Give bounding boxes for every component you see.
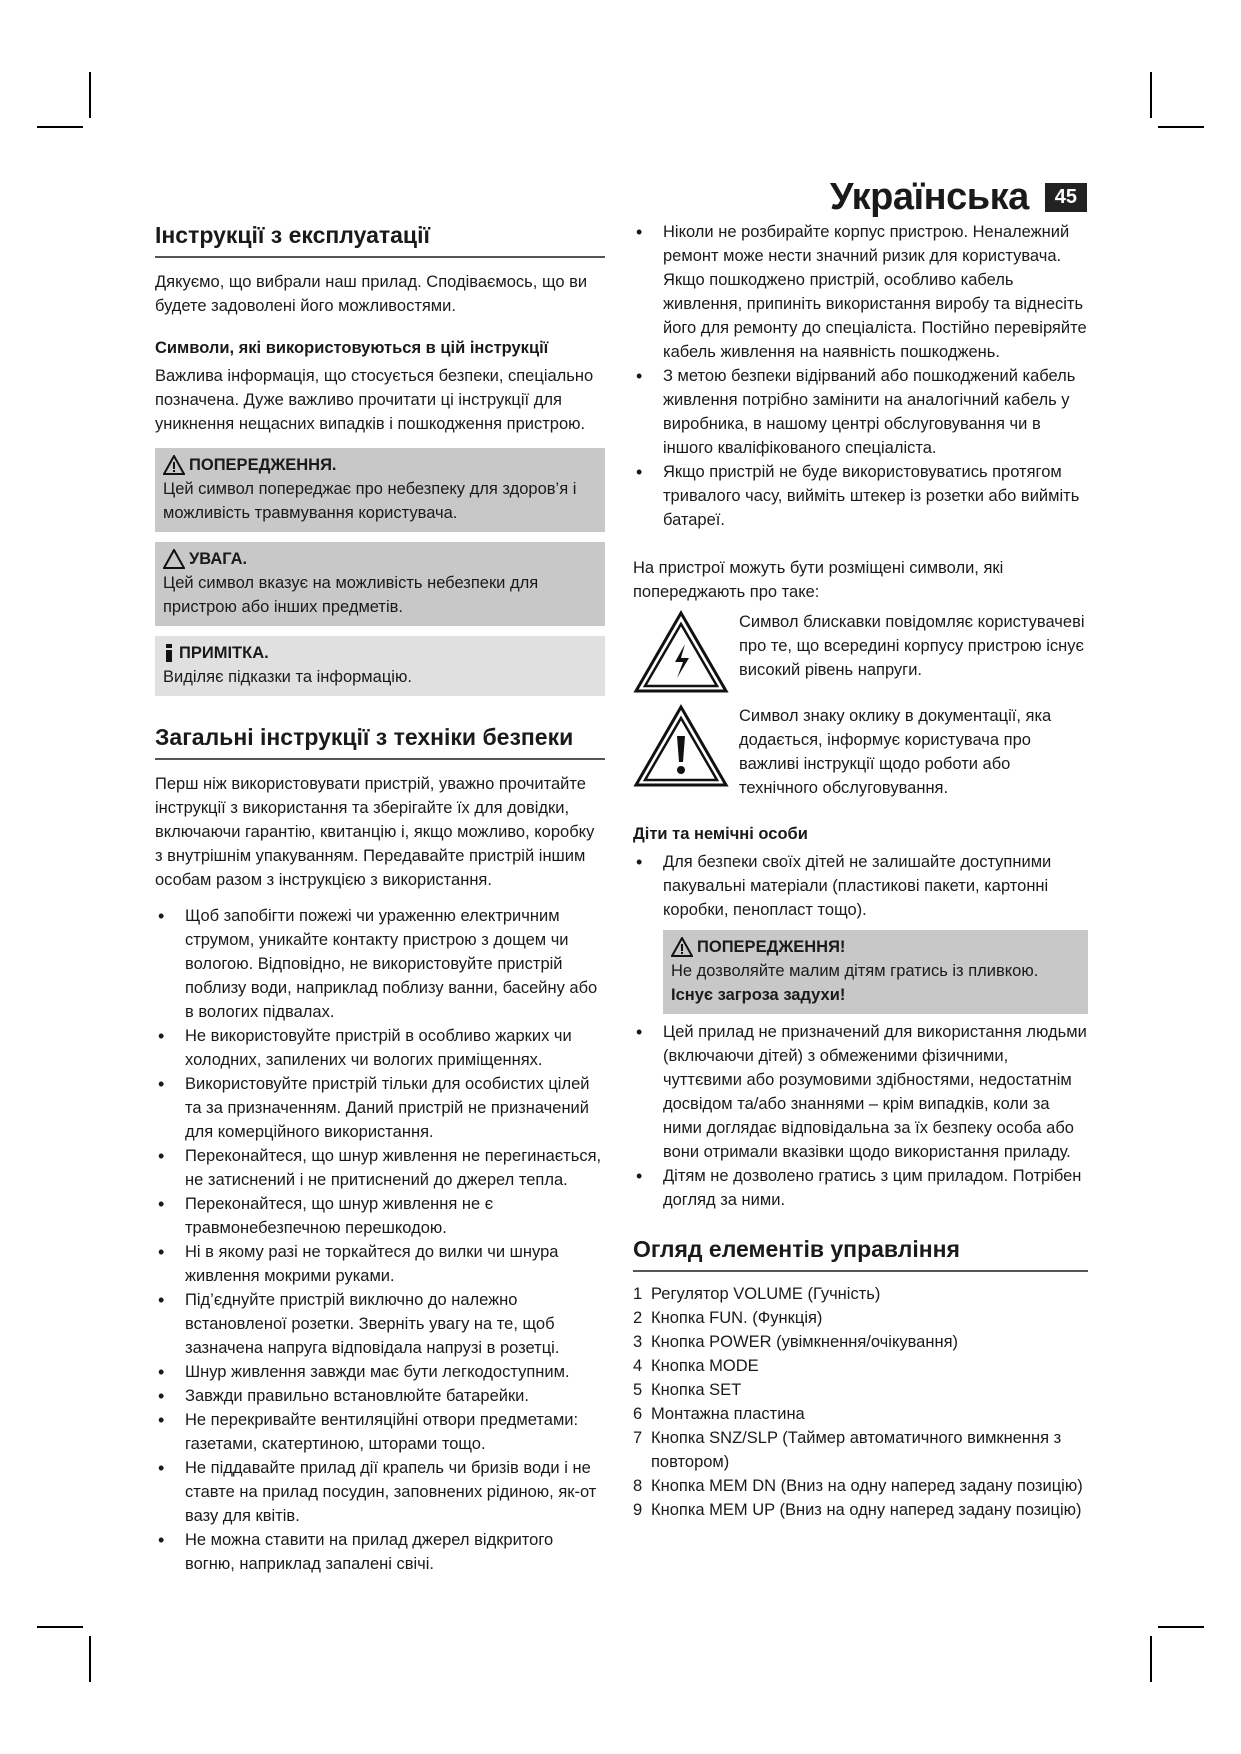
list-item: • Шнур живлення завжди має бути легкодоступним. [155, 1360, 605, 1384]
note-box [155, 636, 605, 696]
list-item: • Для безпеки своїх дітей не залишайте доступними пакувальні матеріали (пластикові пакети, картонні коробки, пенопласт тощо). [633, 850, 1088, 922]
control-label: Кнопка SNZ/SLP (Таймер автоматичного вимкнення з повтором) [651, 1429, 1062, 1471]
control-label: Регулятор VOLUME (Гучність) [651, 1285, 881, 1303]
control-label: Кнопка POWER (увімкнення/очікування) [651, 1333, 959, 1351]
list-item: • Не використовуйте пристрій в особливо жарких чи холодних, запилених чи вологих приміщеннях. [155, 1024, 605, 1072]
crop-mark [89, 72, 91, 118]
note-text: Виділяє підказки та інформацію. [163, 668, 412, 686]
control-item [633, 1426, 1088, 1474]
control-number: 8 [633, 1477, 643, 1495]
safety-intro: Перш ніж використовувати пристрій, уважно прочитайте інструкції з використання та зберігайте їх для довідки, включаючи гарантію, квитанцію і, якщо можливо, коробку з внутрішнім упакуванням. Передавайте пристрій іншим особам разом з інструкцією з використання. [155, 775, 595, 889]
control-item [633, 1402, 1088, 1426]
list-item: • Не піддавайте прилад дії крапель чи бризів води і не ставте на прилад посудин, заповнених рідиною, як-от вазу для квітів. [155, 1456, 605, 1528]
control-number: 6 [633, 1405, 643, 1423]
left-column [155, 220, 605, 1576]
heading-operating-instructions: Інструкції з експлуатації [155, 220, 605, 258]
list-item: • Завжди правильно встановлюйте батарейки. [155, 1384, 605, 1408]
lightning-symbol-row [633, 610, 1088, 694]
caution-title-text: УВАГА. [189, 550, 248, 568]
children-list-continued [633, 1020, 1088, 1212]
control-number: 4 [633, 1357, 643, 1375]
page-number: 45 [1045, 183, 1087, 212]
crop-mark [1150, 1636, 1152, 1682]
children-warning-bold: Існує загроза задухи! [671, 986, 846, 1004]
crop-mark [89, 1636, 91, 1682]
exclamation-symbol-row [633, 704, 1088, 800]
lightning-warning-icon [633, 610, 729, 694]
control-number: 2 [633, 1309, 643, 1327]
list-item: • Не можна ставити на прилад джерел відкритого вогню, наприклад запалені свічі. [155, 1528, 605, 1576]
control-item [633, 1354, 1088, 1378]
list-item: • Якщо пристрій не буде використовуватись протягом тривалого часу, вийміть штекер із розетки або вийміть батареї. [633, 460, 1088, 532]
control-label: Кнопка FUN. (Функція) [651, 1309, 823, 1327]
warning-box [155, 448, 605, 532]
crop-mark [37, 1626, 83, 1628]
heading-controls-overview: Огляд елементів управління [633, 1234, 1088, 1272]
list-item: • Переконайтеся, що шнур живлення не є травмонебезпечною перешкодою. [155, 1192, 605, 1240]
heading-general-safety: Загальні інструкції з техніки безпеки [155, 722, 605, 760]
warning-title [163, 453, 597, 477]
control-item [633, 1330, 1088, 1354]
control-label: Кнопка SET [651, 1381, 742, 1399]
children-list [633, 850, 1088, 922]
children-warning-box [663, 930, 1088, 1014]
warning-triangle-icon [163, 455, 185, 475]
caution-triangle-icon [163, 549, 185, 569]
control-label: Монтажна пластина [651, 1405, 805, 1423]
children-warning-title [671, 935, 1080, 959]
control-item [633, 1378, 1088, 1402]
control-item [633, 1498, 1088, 1522]
list-item: • Переконайтеся, що шнур живлення не перегинається, не затиснений і не притиснений до джерел тепла. [155, 1144, 605, 1192]
heading-children: Діти та немічні особи [633, 825, 808, 843]
control-number: 9 [633, 1501, 643, 1519]
intro-text: Дякуємо, що вибрали наш прилад. Сподіваємось, що ви будете задоволені його можливостями. [155, 273, 588, 315]
list-item: • Використовуйте пристрій тільки для особистих цілей та за призначенням. Даний пристрій не призначений для комерційного використання. [155, 1072, 605, 1144]
control-item [633, 1306, 1088, 1330]
control-number: 7 [633, 1429, 643, 1447]
symbols-text: Важлива інформація, що стосується безпеки, спеціально позначена. Дуже важливо прочитати ці інструкції для уникнення нещасних випадків і пошкодження пристрою. [155, 367, 594, 433]
crop-mark [1158, 1626, 1204, 1628]
control-number: 3 [633, 1333, 643, 1351]
note-title [163, 641, 597, 665]
caution-box [155, 542, 605, 626]
control-label: Кнопка MEM DN (Вниз на одну наперед задану позицію) [651, 1477, 1083, 1495]
warning-text: Цей символ попереджає про небезпеку для здоров’я і можливість травмування користувача. [163, 480, 577, 522]
list-item: • Цей прилад не призначений для використання людьми (включаючи дітей) з обмеженими фізичними, чуттєвими або розумовими здібностями, недостатнім досвідом та/або знаннями – крім випадків, коли за ними доглядає відповідальна за їх безпеку особа або вони отримали вказівки щодо використання приладу. [633, 1020, 1088, 1164]
page-header [830, 176, 1087, 219]
control-number: 1 [633, 1285, 643, 1303]
list-item: • Під’єднуйте пристрій виключно до належно встановленої розетки. Зверніть увагу на те, щоб зазначена напруга відповідала напрузі в розетці. [155, 1288, 605, 1360]
list-item: • Ніколи не розбирайте корпус пристрою. Неналежний ремонт може нести значний ризик для користувача. Якщо пошкоджено пристрій, особливо кабель живлення, припиніть використання виробу та віднесіть його для ремонту до спеціаліста. Постійно перевіряйте кабель живлення на наявність пошкоджень. [633, 220, 1088, 364]
warning-title-text: ПОПЕРЕДЖЕННЯ. [189, 456, 337, 474]
crop-mark [1150, 72, 1152, 118]
safety-list-continued [633, 220, 1088, 532]
note-title-text: ПРИМІТКА. [179, 644, 269, 662]
list-item: • Ні в якому разі не торкайтеся до вилки чи шнура живлення мокрими руками. [155, 1240, 605, 1288]
safety-list [155, 904, 605, 1576]
warning-triangle-icon [671, 937, 693, 957]
list-item: • Не перекривайте вентиляційні отвори предметами: газетами, скатертиною, шторами тощо. [155, 1408, 605, 1456]
exclamation-text: Символ знаку оклику в документації, яка додається, інформує користувача про важливі інструкції щодо роботи або технічного обслуговування. [739, 707, 1052, 797]
controls-list [633, 1282, 1088, 1522]
caution-text: Цей символ вказує на можливість небезпеки для пристрою або інших предметів. [163, 574, 539, 616]
control-item [633, 1474, 1088, 1498]
list-item: • Дітям не дозволено гратись з цим приладом. Потрібен догляд за ними. [633, 1164, 1088, 1212]
control-label: Кнопка MEM UP (Вниз на одну наперед задану позицію) [651, 1501, 1082, 1519]
children-warning-title-text: ПОПЕРЕДЖЕННЯ! [697, 938, 846, 956]
control-item [633, 1282, 1088, 1306]
right-column [633, 220, 1088, 1522]
list-item: • З метою безпеки відірваний або пошкоджений кабель живлення потрібно замінити на аналогічний кабель у виробника, в нашому центрі обслуговування чи в іншого кваліфікованого спеціаліста. [633, 364, 1088, 460]
list-item: • Щоб запобігти пожежі чи ураженню електричним струмом, уникайте контакту пристрою з дощем чи вологою. Відповідно, не використовуйте пристрій поблизу води, наприклад поблизу ванни, басейну або в вологих підвалах. [155, 904, 605, 1024]
children-warning-text: Не дозволяйте малим дітям гратись із пливкою. [671, 962, 1039, 980]
control-label: Кнопка MODE [651, 1357, 759, 1375]
crop-mark [37, 126, 83, 128]
language-title: Українська [829, 176, 1029, 218]
lightning-text: Символ блискавки повідомляє користувачеві про те, що всередині корпусу пристрою існує високий рівень напруги. [739, 613, 1085, 679]
control-number: 5 [633, 1381, 643, 1399]
info-icon [163, 643, 175, 663]
exclamation-warning-icon [633, 704, 729, 788]
caution-title [163, 547, 597, 571]
heading-symbols: Символи, які використовуються в цій інструкції [155, 339, 549, 357]
crop-mark [1158, 126, 1204, 128]
device-symbols-intro: На пристрої можуть бути розміщені символи, які попереджають про таке: [633, 559, 1004, 601]
